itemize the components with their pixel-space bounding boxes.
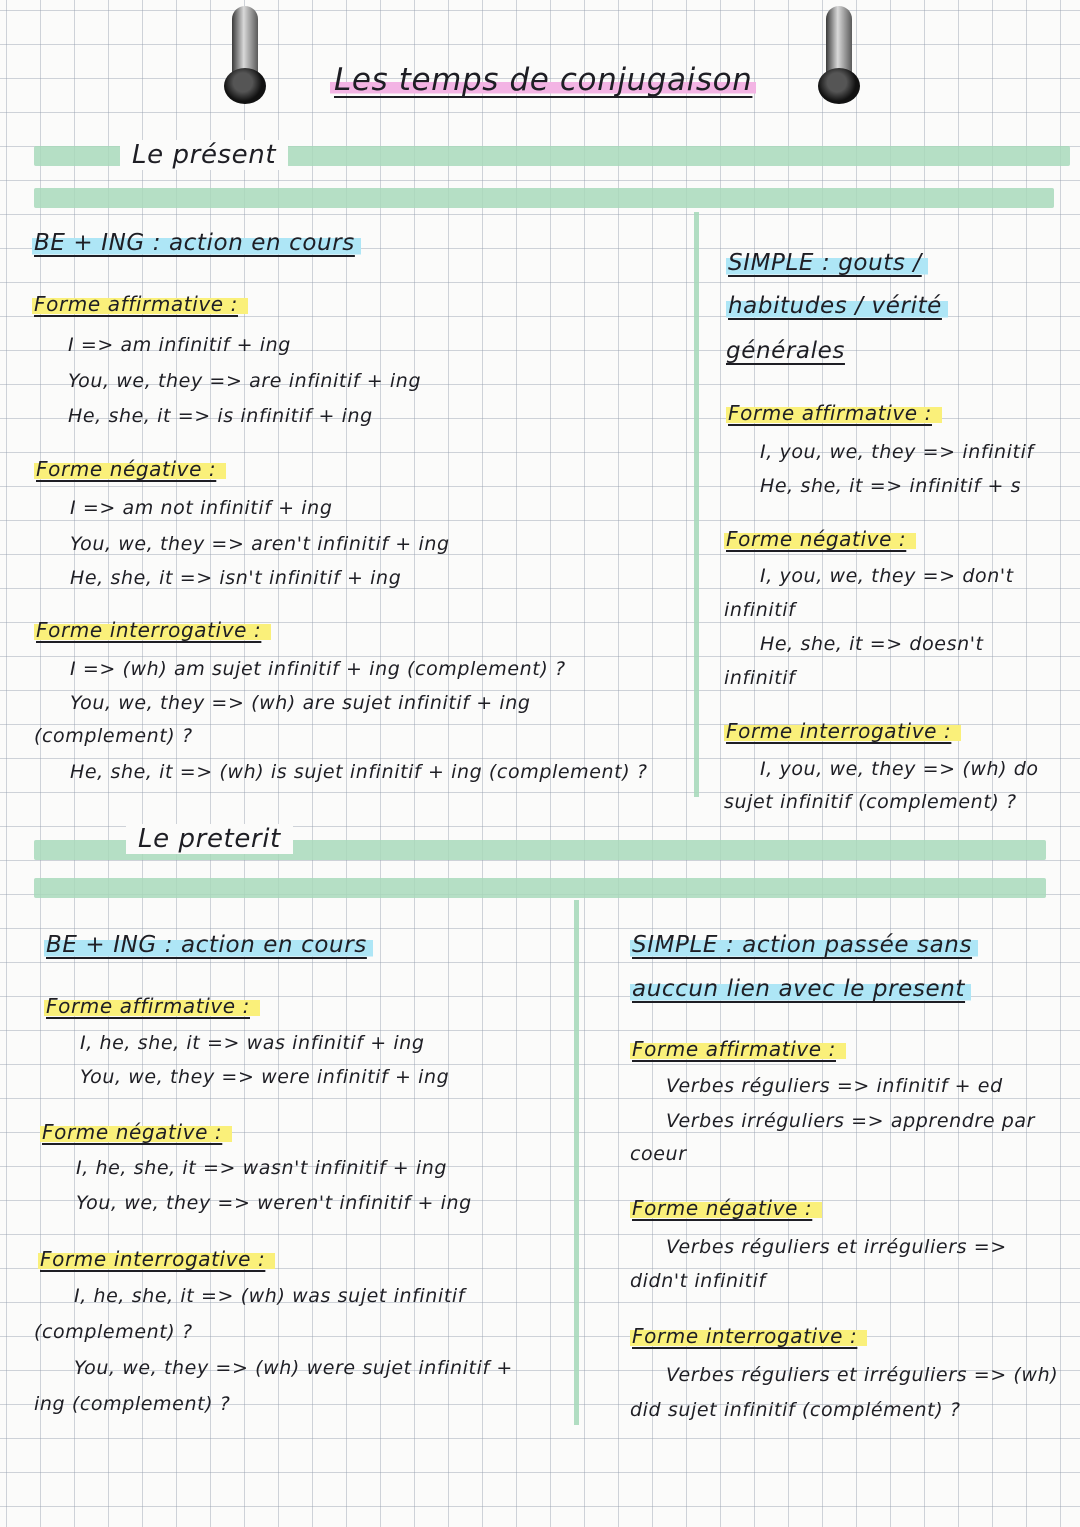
present-be-ing-interrogative-label: Forme interrogative : (34, 618, 271, 642)
present-be-ing-int-line: He, she, it => (wh) is sujet infinitif + ing (complement) ? (70, 761, 648, 783)
preterit-simple-aff-line: Verbes réguliers => infinitif + ed (666, 1075, 1003, 1097)
preterit-be-ing-neg-line: I, he, she, it => wasn't infinitif + ing (76, 1157, 448, 1179)
section-heading-preterit: Le preterit (126, 824, 293, 854)
preterit-simple-heading: auccun lien avec le present (630, 976, 971, 1002)
section-band-present-2 (34, 188, 1054, 208)
preterit-simple-aff-line: coeur (630, 1143, 687, 1165)
present-simple-interrogative-label: Forme interrogative : (724, 719, 961, 743)
present-simple-affirmative-label: Forme affirmative : (726, 401, 942, 425)
present-column-divider (694, 212, 699, 797)
preterit-simple-interrogative-label: Forme interrogative : (630, 1324, 867, 1348)
preterit-be-ing-int-line: I, he, she, it => (wh) was sujet infinitif (74, 1285, 466, 1307)
preterit-be-ing-int-line: ing (complement) ? (34, 1393, 231, 1415)
preterit-be-ing-aff-line: I, he, she, it => was infinitif + ing (80, 1032, 425, 1054)
preterit-be-ing-neg-line: You, we, they => weren't infinitif + ing (76, 1192, 472, 1214)
preterit-be-ing-negative-label: Forme négative : (40, 1120, 232, 1144)
preterit-simple-int-line: Verbes réguliers et irréguliers => (wh) (666, 1364, 1059, 1386)
preterit-be-ing-aff-line: You, we, they => were infinitif + ing (80, 1066, 450, 1088)
present-simple-aff-line: He, she, it => infinitif + s (760, 475, 1022, 497)
present-simple-heading: générales (726, 338, 845, 364)
binder-ring-left (232, 6, 258, 94)
present-be-ing-aff-line: You, we, they => are infinitif + ing (68, 370, 422, 392)
present-simple-neg-line: infinitif (724, 599, 796, 621)
preterit-simple-neg-line: Verbes réguliers et irréguliers => (666, 1236, 1007, 1258)
present-simple-heading: SIMPLE : gouts / (726, 250, 928, 276)
preterit-be-ing-interrogative-label: Forme interrogative : (38, 1247, 275, 1271)
present-simple-neg-line: He, she, it => doesn't (760, 633, 984, 655)
present-simple-neg-line: I, you, we, they => don't (760, 565, 1014, 587)
present-simple-int-line: I, you, we, they => (wh) do (760, 758, 1039, 780)
preterit-be-ing-heading: BE + ING : action en cours (44, 932, 373, 958)
present-be-ing-int-line: (complement) ? (34, 725, 193, 747)
page-title: Les temps de conjugaison (330, 62, 756, 98)
preterit-be-ing-int-line: You, we, they => (wh) were sujet infinitif + (74, 1357, 513, 1379)
preterit-be-ing-affirmative-label: Forme affirmative : (44, 994, 260, 1018)
preterit-be-ing-int-line: (complement) ? (34, 1321, 193, 1343)
present-simple-aff-line: I, you, we, they => infinitif (760, 441, 1034, 463)
section-band-preterit-2 (34, 878, 1046, 898)
present-be-ing-neg-line: I => am not infinitif + ing (70, 497, 333, 519)
preterit-column-divider (574, 900, 579, 1425)
present-simple-negative-label: Forme négative : (724, 527, 916, 551)
binder-ring-right (826, 6, 852, 94)
section-heading-present: Le présent (120, 140, 288, 170)
present-be-ing-neg-line: He, she, it => isn't infinitif + ing (70, 567, 402, 589)
preterit-simple-affirmative-label: Forme affirmative : (630, 1037, 846, 1061)
present-be-ing-heading: BE + ING : action en cours (32, 230, 361, 256)
present-be-ing-int-line: I => (wh) am sujet infinitif + ing (complement) ? (70, 658, 566, 680)
present-be-ing-negative-label: Forme négative : (34, 457, 226, 481)
preterit-simple-int-line: did sujet infinitif (complément) ? (630, 1399, 961, 1421)
preterit-simple-aff-line: Verbes irréguliers => apprendre par (666, 1110, 1036, 1132)
present-simple-int-line: sujet infinitif (complement) ? (724, 791, 1017, 813)
present-be-ing-aff-line: I => am infinitif + ing (68, 334, 291, 356)
preterit-simple-neg-line: didn't infinitif (630, 1270, 766, 1292)
preterit-simple-negative-label: Forme négative : (630, 1196, 822, 1220)
present-be-ing-neg-line: You, we, they => aren't infinitif + ing (70, 533, 450, 555)
preterit-simple-heading: SIMPLE : action passée sans (630, 932, 978, 958)
present-simple-neg-line: infinitif (724, 667, 796, 689)
present-be-ing-aff-line: He, she, it => is infinitif + ing (68, 405, 373, 427)
present-be-ing-affirmative-label: Forme affirmative : (32, 292, 248, 316)
present-simple-heading: habitudes / vérité (726, 293, 948, 319)
present-be-ing-int-line: You, we, they => (wh) are sujet infinitif + ing (70, 692, 531, 714)
